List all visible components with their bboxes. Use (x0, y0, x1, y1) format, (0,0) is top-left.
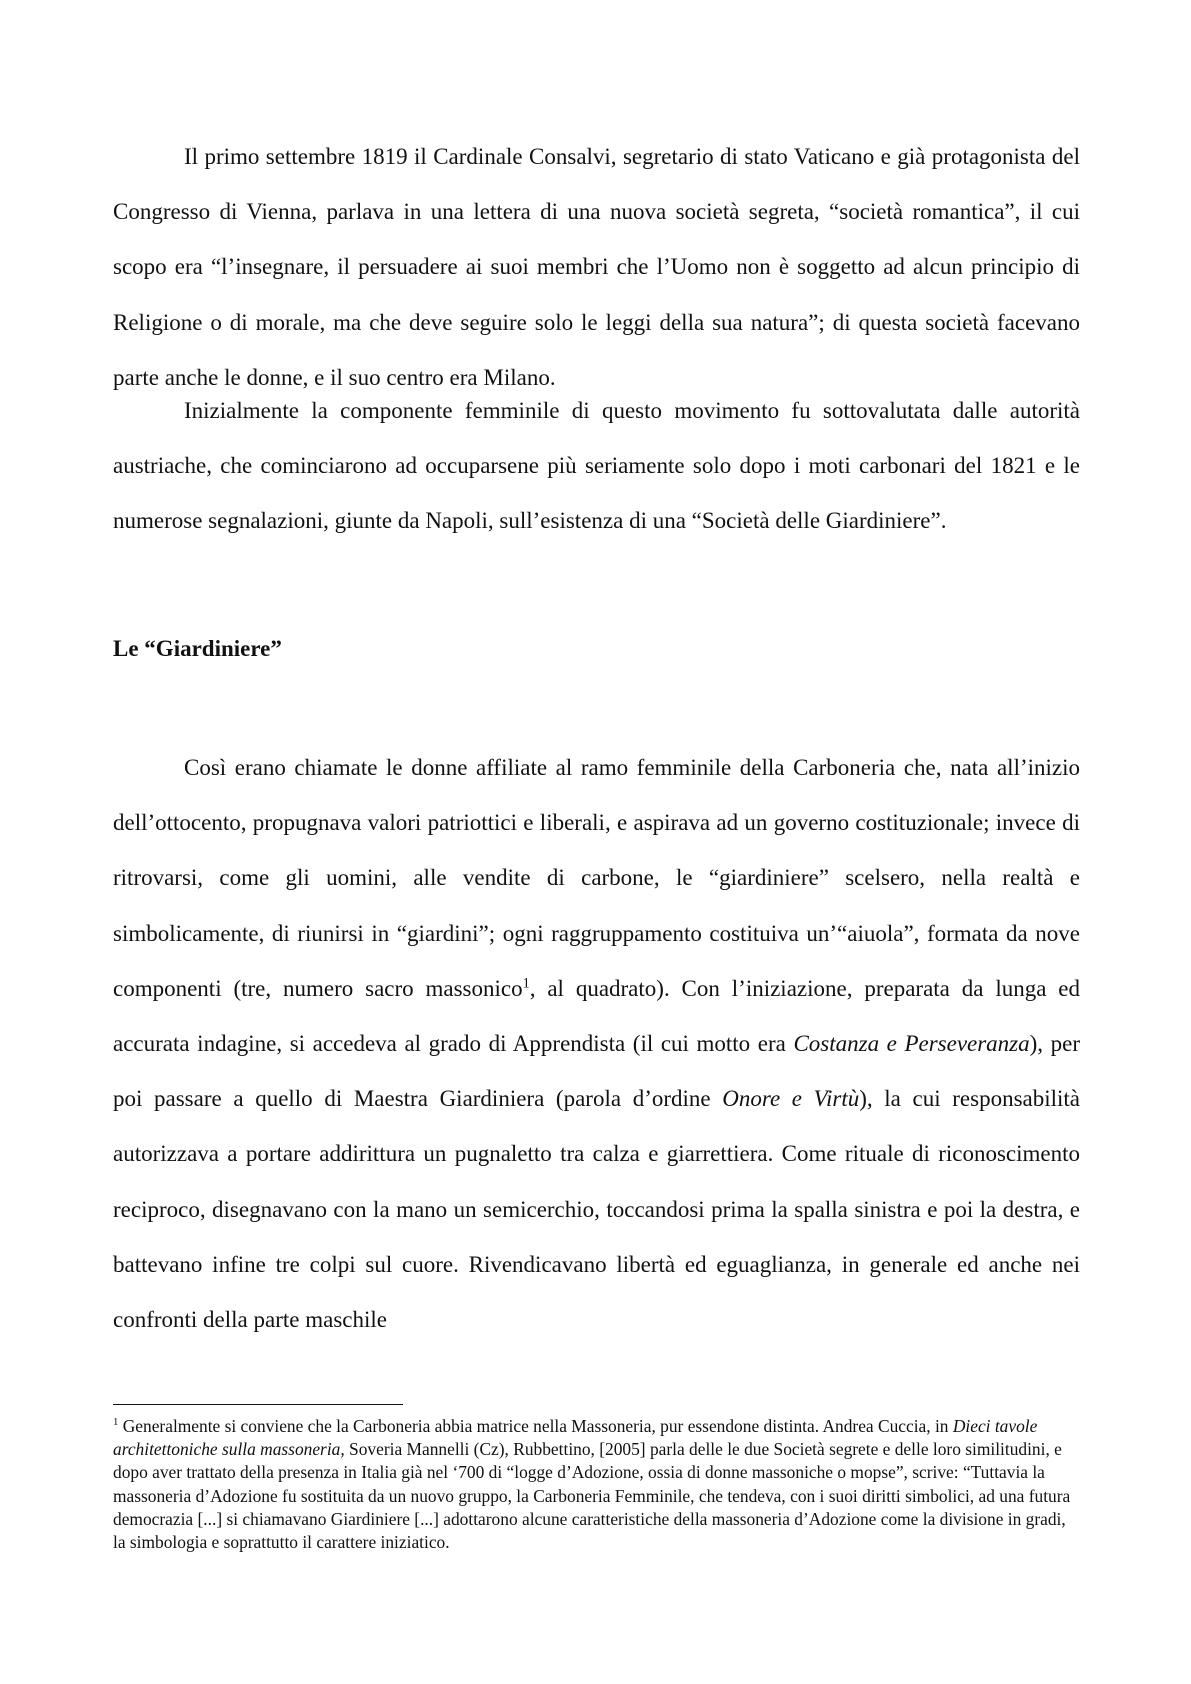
paragraph-giardiniere-description (113, 740, 1080, 1347)
paragraph-text-part: , al quadrato). Con l’iniziazione, preparata da lunga ed accurata indagine, si accedeva al grado di Apprendista (il cui motto era (113, 975, 1080, 1057)
footnote-text-part: Generalmente si conviene che la Carboneria abbia matrice nella Massoneria, pur essendone distinta. Andrea Cuccia, in (118, 1416, 953, 1436)
paragraph-text-part: Così erano chiamate le donne affiliate al ramo femminile della Carboneria che, nata all’inizio dell’ottocento, propugnava valori patriottici e liberali, e aspirava ad un governo costituzionale; invece di ritrovarsi, come gli uomini, alle vendite di carbone, le “giardiniere” scelsero, nella realtà e simbolicamente, di riunirsi in “giardini”; ogni raggruppamento costituiva un’“aiuola”, formata da nove componenti (tre, numero sacro massonico (113, 755, 1080, 1001)
footnote-book-title: Dieci tavole architettoniche sulla massoneria, (113, 1416, 1038, 1460)
footnote-number: 1 (113, 1416, 119, 1429)
section-heading-giardiniere: Le “Giardiniere” (113, 636, 282, 661)
motto-apprendista: Costanza e Perseveranza (793, 1031, 1030, 1057)
footnote-text-part: Soveria Mannelli (Cz), Rubbettino, [2005] parla delle le due Società segrete e delle loro similitudini, e dopo aver trattato della presenza in Italia già nel ‘700 di “logge d’Adozione, ossia di donne massoniche o mopse”, scrive: “Tuttavia la massoneria d’Adozione fu sostituita da un nuovo gruppo, la Carboneria Femminile, che tendeva, con i suoi diritti simbolici, ad una futura democrazia [...] si chiamavano Giardiniere [...] adottarono alcune caratteristiche della massoneria d’Adozione come la divisione in gradi, la simbologia e soprattutto il carattere iniziatico. (113, 1439, 1071, 1553)
paragraph-text-part: ), la cui responsabilità autorizzava a portare addirittura un pugnaletto tra calza e giarrettiera. Come rituale di riconoscimento reciproco, disegnavano con la mano un semicerchio, toccandosi prima la spalla sinistra e poi la destra, e battevano infine tre colpi sul cuore. Rivendicavano libertà ed eguaglianza, in generale ed anche nei confronti della parte maschile (113, 1086, 1080, 1333)
motto-maestra: Onore e Virtù (722, 1086, 860, 1112)
footnote-separator (113, 1404, 403, 1405)
footnote-reference[interactable]: 1 (522, 975, 530, 992)
paragraph-austrian-authorities: Inizialmente la componente femminile di questo movimento fu sottovalutata dalle autorità austriache, che cominciarono ad occuparsene più seriamente solo dopo i moti carbonari del 1821 e le numerose segnalazioni, giunte da Napoli, sull’esistenza di una “Società delle Giardiniere”. (113, 398, 1080, 534)
paragraph-consalvi-letter: Il primo settembre 1819 il Cardinale Consalvi, segretario di stato Vaticano e già protagonista del Congresso di Vienna, parlava in una lettera di una nuova società segreta, “società romantica”, il cui scopo era “l’insegnare, il persuadere ai suoi membri che l’Uomo non è soggetto ad alcun principio di Religione o di morale, ma che deve seguire solo le leggi della sua natura”; di questa società facevano parte anche le donne, e il suo centro era Milano. (113, 144, 1080, 390)
paragraph-text-part: ), per poi passare a quello di Maestra Giardiniera (parola d’ordine (113, 1031, 1081, 1112)
footnote-1 (113, 1415, 1080, 1554)
